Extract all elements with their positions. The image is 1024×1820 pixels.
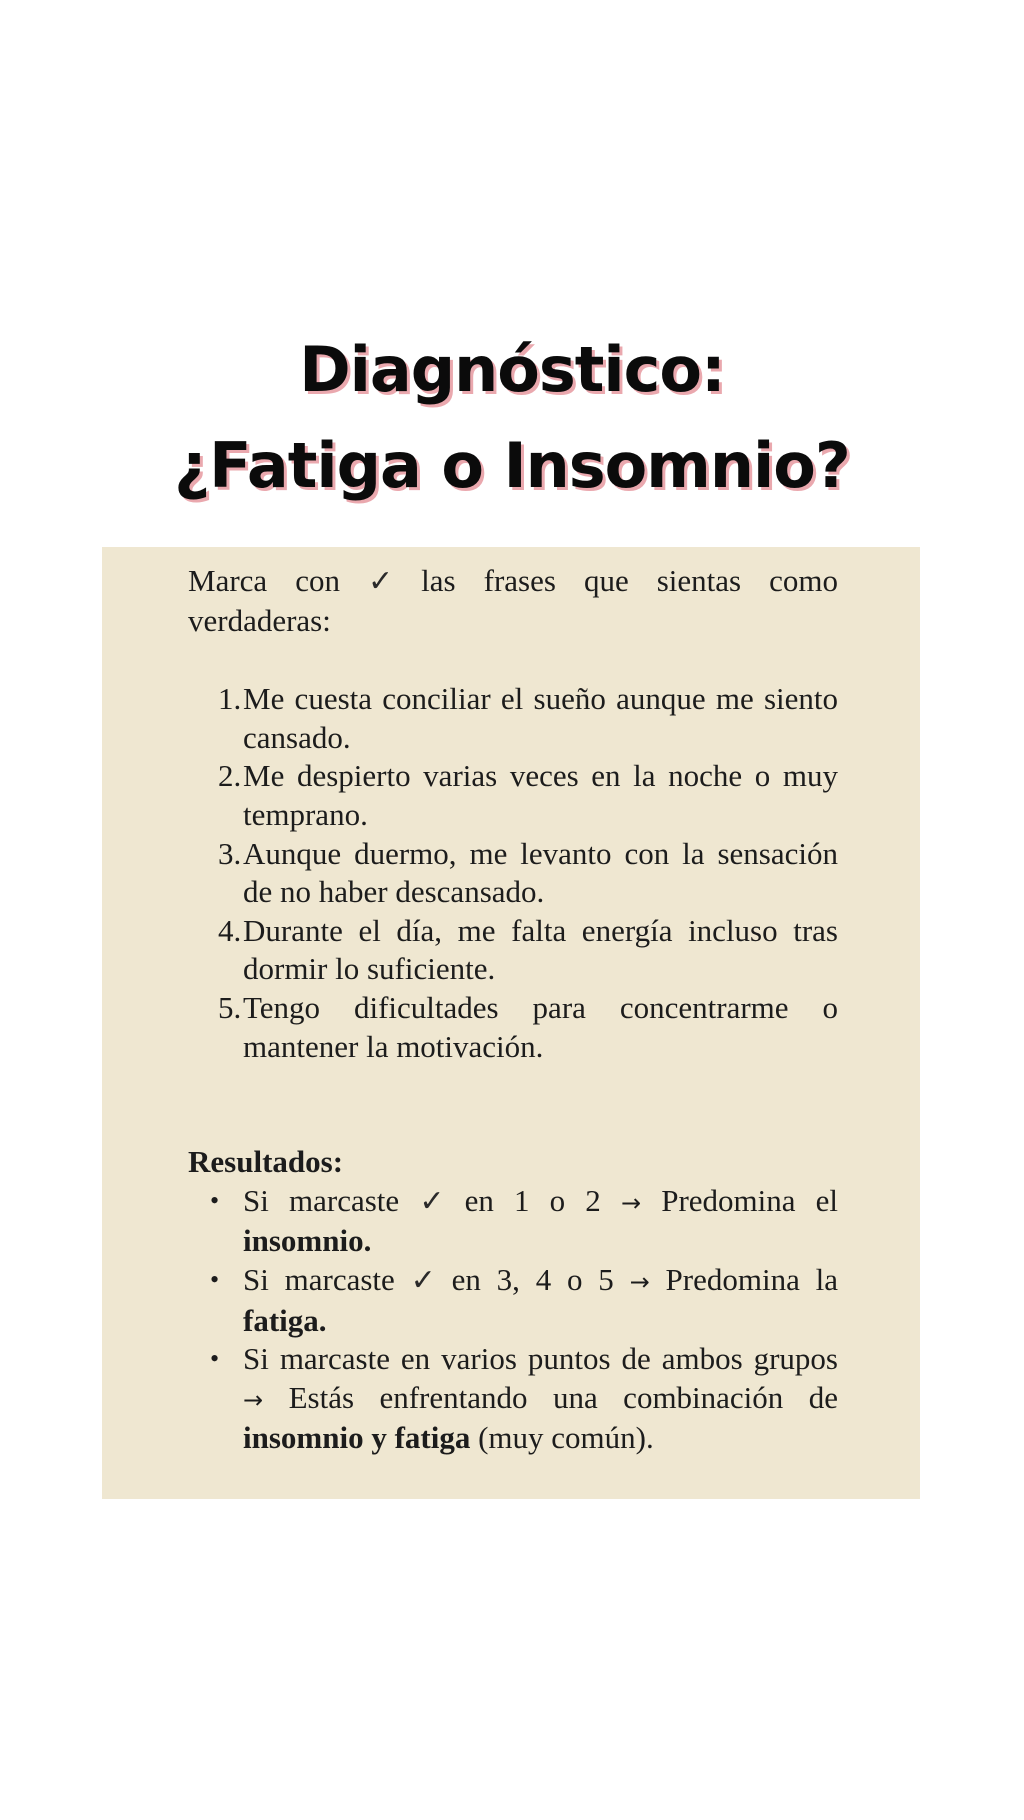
statement-text: Me despierto varias veces en la noche o muy temprano. [243,758,838,832]
result-text: en 1 o 2 [464,1182,601,1218]
result-text: Predomina el [661,1182,839,1218]
result-emphasis: fatiga. [243,1302,327,1338]
result-text: Predomina la [665,1261,839,1297]
intro-before: Marca con [188,563,340,598]
result-emphasis: insomnio. [243,1223,372,1259]
arrow-right-icon: → [629,1267,650,1296]
result-emphasis: insomnio y fatiga [243,1420,471,1456]
statement-number: 1. [218,681,242,717]
result-text: en 3, 4 o 5 [451,1261,614,1297]
arrow-right-icon: → [243,1385,264,1414]
intro-after: las frases que sientas como verdaderas: [188,563,838,638]
intro-text [188,562,838,640]
arrow-right-icon: → [620,1188,642,1217]
statement-number: 4. [218,912,242,948]
result-text: Si marcaste en varios puntos de ambos grupos [243,1341,838,1377]
statement-list [188,680,838,1066]
statement-number: 3. [218,835,242,871]
check-icon: ✓ [419,1183,445,1219]
check-icon: ✓ [410,1262,436,1298]
statement-text: Durante el día, me falta energía incluso tras dormir lo suficiente. [243,912,838,987]
page-title [0,322,1024,514]
statement-item-5[interactable] [188,989,838,1066]
bullet-icon: • [210,1185,220,1215]
statement-item-2[interactable] [188,757,838,834]
results-list [188,1182,838,1458]
statement-number: 5. [218,989,242,1025]
statement-text: Tengo dificultades para concentrarme o mantener la motivación. [243,989,838,1064]
bullet-icon: • [210,1264,220,1294]
title-line-2: ¿Fatiga o Insomnio? [174,429,850,502]
result-text: Si marcaste [243,1182,400,1218]
title-line-1: Diagnóstico: [299,333,725,406]
statement-item-1[interactable] [188,680,838,757]
result-item-2 [188,1261,838,1340]
statement-number: 2. [218,758,242,794]
result-item-3 [188,1340,838,1458]
statement-item-4[interactable] [188,912,838,989]
result-item-1 [188,1182,838,1261]
result-text: Estás enfrentando una combinación de [288,1379,839,1415]
results-heading: Resultados: [188,1144,344,1180]
result-text: Si marcaste [243,1261,395,1297]
statement-item-3[interactable] [188,835,838,912]
statement-text: Aunque duermo, me levanto con la sensación de no haber descansado. [243,835,838,910]
statement-text: Me cuesta conciliar el sueño aunque me siento cansado. [243,681,838,755]
bullet-icon: • [210,1344,220,1374]
quiz-content [188,562,838,1458]
check-icon: ✓ [367,564,394,599]
result-text: (muy común). [478,1420,654,1456]
